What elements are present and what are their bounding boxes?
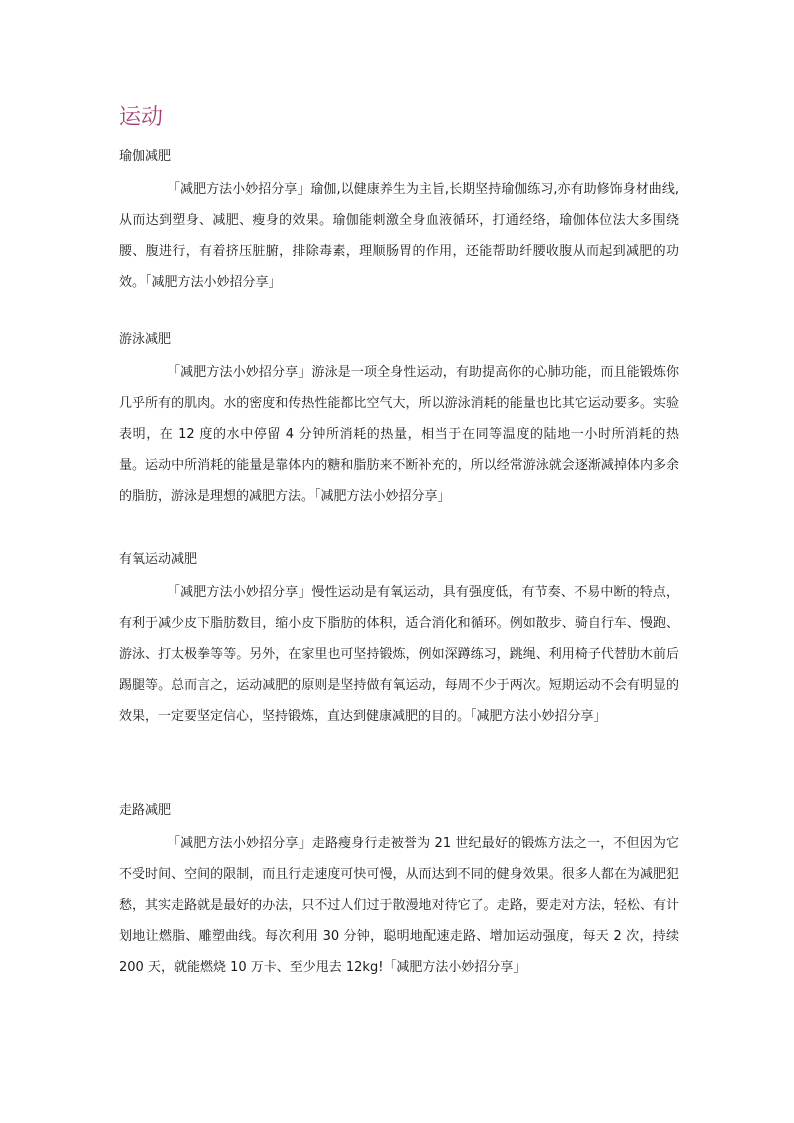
section-paragraph: 「减肥方法小妙招分享」慢性运动是有氧运动，具有强度低，有节奏、不易中断的特点，有利于减少皮下脂肪数目，缩小皮下脂肪的体积，适合消化和循环。例如散步、骑自行车、慢跑、游泳、打太极拳等等。另外，在家里也可坚持锻炼，例如深蹲练习，跳绳、利用椅子代替肋木前后踢腿等。总而言之，运动减肥的原则是坚持做有氧运动，每周不少于两次。短期运动不会有明显的效果，一定要坚定信心，坚持锻炼，直达到健康减肥的目的。「减肥方法小妙招分享」 bbox=[119, 585, 679, 724]
section-heading: 游泳减肥 bbox=[119, 332, 172, 347]
section-heading: 走路减肥 bbox=[119, 803, 172, 818]
section-heading: 瑜伽减肥 bbox=[119, 149, 172, 164]
section-paragraph: 「减肥方法小妙招分享」瑜伽,以健康养生为主旨,长期坚持瑜伽练习,亦有助修饰身材曲线,从而达到塑身、减肥、瘦身的效果。瑜伽能刺激全身血液循环，打通经络，瑜伽体位法大多围绕腰、腹进行，有着挤压脏腑，排除毒素，理顺肠胃的作用，还能帮助纤腰收腹从而起到减肥的功效。「减肥方法小妙招分享」 bbox=[119, 182, 679, 290]
section-swimming-weight-loss bbox=[119, 331, 679, 512]
section-paragraph: 「减肥方法小妙招分享」游泳是一项全身性运动，有助提高你的心肺功能，而且能锻炼你几乎所有的肌肉。水的密度和传热性能都比空气大，所以游泳消耗的能量也比其它运动要多。实验表明，在 12 度的水中停留 4 分钟所消耗的热量，相当于在同等温度的陆地一小时所消耗的热量。运动中所消耗的能量是靠体内的糖和脂肪来不断补充的，所以经常游泳就会逐渐减掉体内多余的脂肪，游泳是理想的减肥方法。「减肥方法小妙招分享」 bbox=[119, 365, 679, 504]
section-paragraph: 「减肥方法小妙招分享」走路瘦身行走被誉为 21 世纪最好的锻炼方法之一，不但因为它不受时间、空间的限制，而且行走速度可快可慢，从而达到不同的健身效果。很多人都在为减肥犯愁，其实走路就是最好的办法，只不过人们过于散漫地对待它了。走路，要走对方法，轻松、有计划地让燃脂、雕塑曲线。每次利用 30 分钟，聪明地配速走路、增加运动强度，每天 2 次，持续 200 天，就能燃烧 10 万卡、至少甩去 12kg!「减肥方法小妙招分享」 bbox=[119, 836, 679, 975]
section-aerobic-weight-loss bbox=[119, 551, 679, 732]
page-title: 运动 bbox=[119, 105, 164, 130]
section-walking-weight-loss bbox=[119, 802, 679, 983]
section-heading: 有氧运动减肥 bbox=[119, 552, 198, 567]
section-yoga-weight-loss bbox=[119, 148, 679, 298]
